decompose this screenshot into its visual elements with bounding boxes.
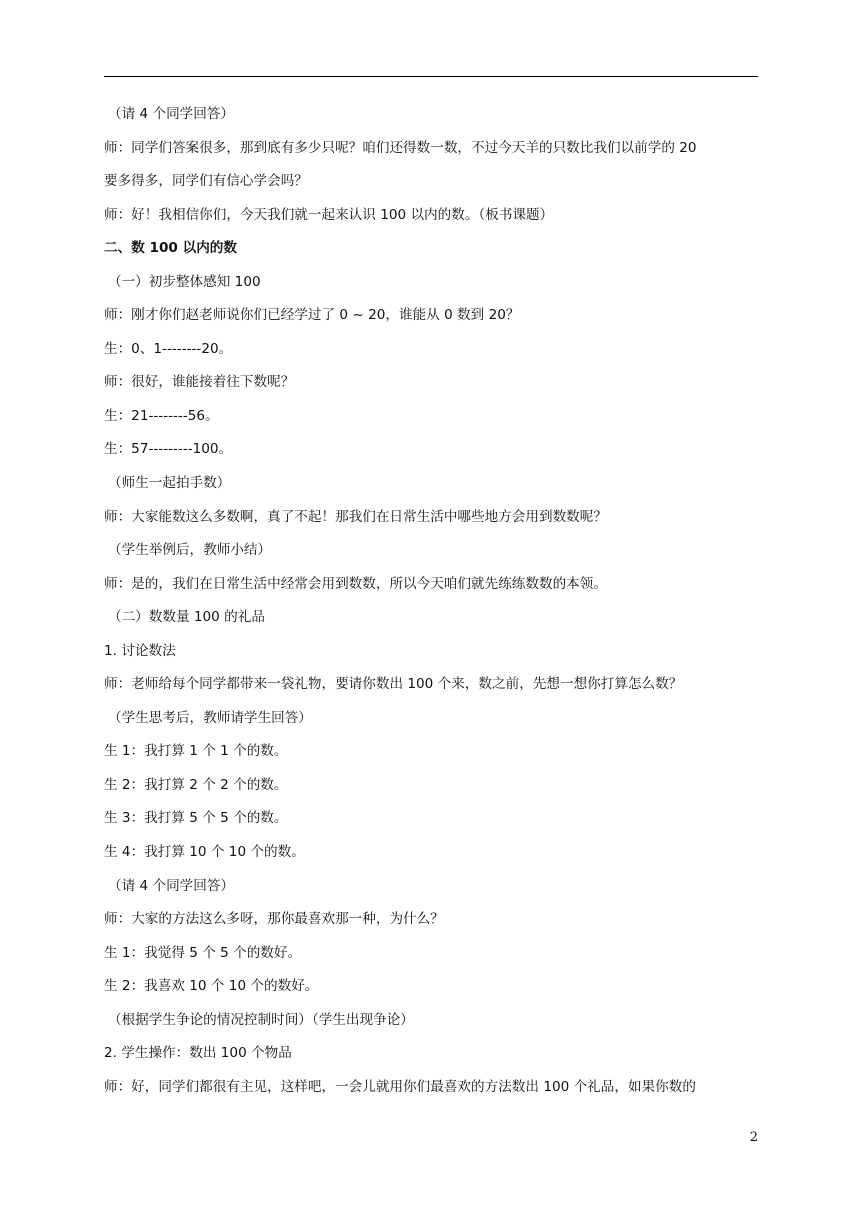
text-line: 生 1：我觉得 5 个 5 个的数好。 (104, 944, 302, 961)
text-line: 师：同学们答案很多，那到底有多少只呢？咱们还得数一数，不过今天羊的只数比我们以前学的 20 (104, 139, 697, 156)
text-line: 生：21--------56。 (104, 407, 219, 424)
text-line: 师：好！我相信你们，今天我们就一起来认识 100 以内的数。（板书课题） (104, 206, 554, 223)
text-line: 1. 讨论数法 (104, 642, 176, 659)
text-line: 师：是的，我们在日常生活中经常会用到数数，所以今天咱们就先练练数数的本领。 (104, 575, 607, 592)
text-line: （根据学生争论的情况控制时间）（学生出现争论） (108, 1011, 414, 1028)
text-line: （请 4 个同学回答） (108, 106, 235, 122)
header-rule (104, 76, 758, 77)
text-line: 生 4：我打算 10 个 10 个的数。 (104, 844, 305, 861)
text-line: （请 4 个同学回答） (108, 877, 235, 894)
text-line: （学生举例后，教师小结） (108, 542, 272, 559)
text-line: 师：大家的方法这么多呀，那你最喜欢那一种，为什么？ (104, 911, 444, 928)
text-line: 生：0、1--------20。 (104, 340, 233, 357)
text-line: 要多得多，同学们有信心学会吗？ (104, 173, 308, 190)
text-line: 生 2：我打算 2 个 2 个的数。 (104, 776, 288, 793)
document-body (104, 104, 764, 1110)
subsection-heading: （二）数数量 100 的礼品 (108, 609, 265, 626)
text-line: （学生思考后，教师请学生回答） (108, 709, 312, 726)
subsection-heading: （一）初步整体感知 100 (108, 273, 261, 290)
text-line: 生 3：我打算 5 个 5 个的数。 (104, 810, 288, 827)
text-line: 师：老师给每个同学都带来一袋礼物，要请你数出 100 个来，数之前，先想一想你打算怎么数？ (104, 676, 683, 693)
text-line: 师：大家能数这么多数啊，真了不起！那我们在日常生活中哪些地方会用到数数呢？ (104, 508, 607, 525)
page-number: 2 (749, 1130, 758, 1145)
text-line: 生 1：我打算 1 个 1 个的数。 (104, 743, 288, 760)
text-line: 2. 学生操作：数出 100 个物品 (104, 1045, 292, 1062)
text-line: 师：好，同学们都很有主见，这样吧，一会儿就用你们最喜欢的方法数出 100 个礼品，如果你数的 (104, 1078, 696, 1095)
text-line: （师生一起拍手数） (108, 475, 231, 492)
text-line: 师：刚才你们赵老师说你们已经学过了 0 ~ 20，谁能从 0 数到 20？ (104, 307, 520, 324)
section-heading: 二、数 100 以内的数 (104, 240, 237, 257)
text-line: 师：很好，谁能接着往下数呢？ (104, 374, 295, 391)
text-line: 生：57---------100。 (104, 441, 233, 458)
text-line: 生 2：我喜欢 10 个 10 个的数好。 (104, 978, 319, 995)
